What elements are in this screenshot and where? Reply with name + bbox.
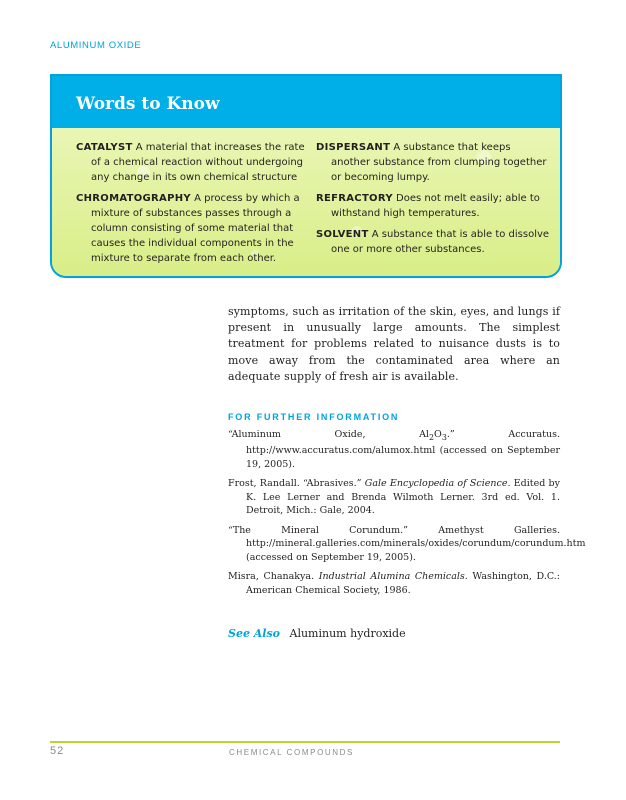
glossary-term: [316, 140, 550, 185]
footer-rule: [50, 741, 560, 743]
term-definition: A process by which a mixture of substances passes through a column consisting of some material that causes the individual components in the mixture to separate from each other.: [91, 193, 300, 264]
term-definition: A material that increases the rate of a chemical reaction without undergoing any change in its own chemical structure: [91, 142, 305, 183]
further-information-heading: FOR FURTHER INFORMATION: [228, 412, 400, 423]
glossary-term: [76, 191, 306, 266]
footer-book-title: CHEMICAL COMPOUNDS: [229, 748, 354, 757]
reference-item: [228, 428, 560, 471]
glossary-term: [316, 191, 550, 221]
ref-url: http://www.accuratus.com/alumox.html (accessed on September 19, 2005).: [246, 445, 560, 470]
term-word: SOLVENT: [316, 229, 369, 240]
body-paragraph: symptoms, such as irritation of the skin, eyes, and lungs if present in unusually large amounts. The simplest treatment for problems related to nuisance dusts is to move away from the contaminated area where an adequate supply of fresh air is available.: [228, 305, 560, 383]
see-also-label: See Also: [228, 627, 281, 641]
term-definition: Does not melt easily; able to withstand high temperatures.: [331, 193, 540, 219]
ref-text: Frost, Randall. “Abrasives.”: [228, 478, 362, 490]
glossary-column-right: [316, 140, 550, 263]
term-definition: A substance that keeps another substance from clumping together or becoming lumpy.: [331, 142, 547, 183]
ref-text: Washington, D.C.: American Chemical Society, 1986.: [246, 571, 560, 596]
ref-text: Misra, Chanakya.: [228, 571, 315, 583]
see-also-link[interactable]: Aluminum hydroxide: [289, 627, 406, 641]
ref-title: Gale Encyclopedia of Science.: [364, 478, 511, 490]
page-number: 52: [50, 745, 65, 757]
term-definition: A substance that is able to dissolve one or more other substances.: [331, 229, 550, 255]
term-word: CHROMATOGRAPHY: [76, 193, 191, 204]
words-to-know-body: [52, 128, 560, 276]
reference-item: [228, 477, 560, 518]
ref-title: Industrial Alumina Chemicals.: [318, 571, 468, 583]
main-content: [228, 304, 586, 641]
reference-item: [228, 570, 560, 597]
see-also: [228, 627, 560, 640]
ref-text: O: [434, 429, 442, 441]
ref-subscript: 2: [428, 432, 435, 442]
term-word: CATALYST: [76, 142, 133, 153]
reference-item: “The Mineral Corundum.” Amethyst Galleries. http://mineral.galleries.com/minerals/oxides/corundum/corundum.htm (accessed on September 19, 2005).: [228, 524, 586, 563]
glossary-term: [76, 140, 306, 185]
ref-subscript: 3: [441, 432, 447, 442]
ref-text: .” Accuratus.: [446, 429, 560, 441]
term-word: REFRACTORY: [316, 193, 393, 204]
ref-text: “Aluminum Oxide, Al: [228, 429, 429, 441]
ref-text: Edited by K. Lee Lerner and Brenda Wilmoth Lerner. 3rd ed. Vol. 1. Detroit, Mich.: Gale, 2004.: [246, 478, 560, 517]
term-word: DISPERSANT: [316, 142, 391, 153]
words-to-know-title: Words to Know: [76, 94, 220, 114]
glossary-term: [316, 227, 550, 257]
words-to-know-box: [50, 74, 562, 278]
running-head: ALUMINUM OXIDE: [50, 40, 142, 51]
glossary-column-left: [76, 140, 306, 272]
